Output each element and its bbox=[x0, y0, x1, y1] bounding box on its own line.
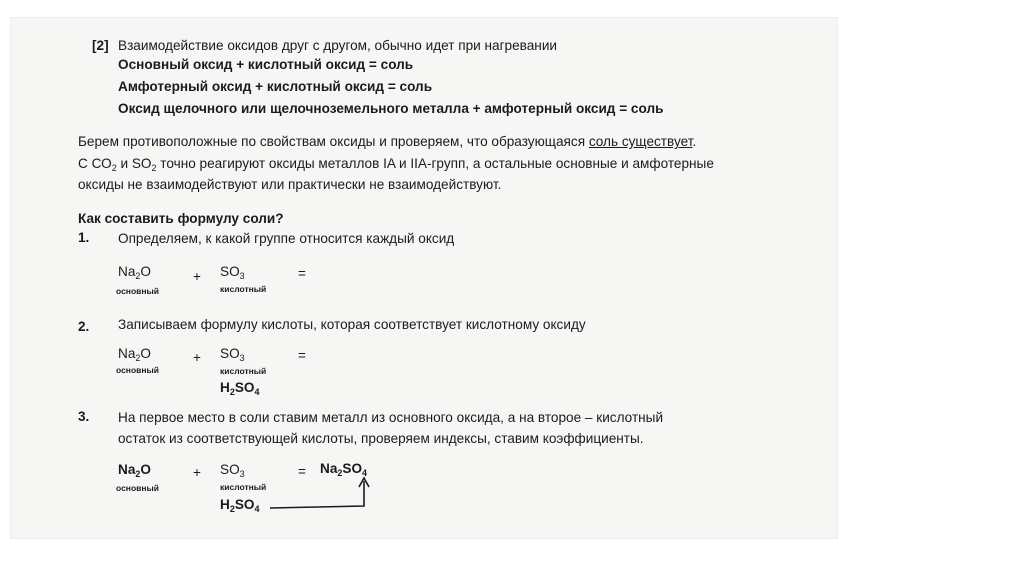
formula2-plus: + bbox=[193, 350, 201, 365]
rule-3: Оксид щелочного или щелочноземельного металла + амфотерный оксид = соль bbox=[118, 101, 664, 116]
formula1-equals: = bbox=[298, 266, 306, 281]
formula1-oxide-basic: $Na_2O$ bbox=[118, 264, 151, 281]
formula3-tag-acidic: кислотный bbox=[220, 482, 267, 492]
formula3-tag-basic: основный bbox=[116, 483, 159, 493]
formula3-oxide-basic: $Na_2O$ bbox=[118, 462, 151, 479]
howto-title: Как составить формулу соли? bbox=[78, 211, 284, 226]
step-1-number: 1. bbox=[78, 230, 90, 245]
step-3-line-2: остаток из соответствующей кислоты, проверяем индексы, ставим коэффициенты. bbox=[118, 431, 644, 446]
formula1-oxide-acidic: $SO_3$ bbox=[220, 264, 245, 281]
formula2-tag-basic: основный bbox=[116, 365, 159, 375]
step-2-text: Записываем формулу кислоты, которая соответствует кислотному оксиду bbox=[118, 317, 586, 332]
rule-1: Основный оксид + кислотный оксид = соль bbox=[118, 57, 414, 72]
section-heading: Взаимодействие оксидов друг с другом, обычно идет при нагревании bbox=[118, 38, 558, 53]
formula2-oxide-acidic: $SO_3$ bbox=[220, 346, 245, 363]
underlined-phrase: соль существует bbox=[588, 134, 693, 149]
formula1-tag-basic: основный bbox=[116, 286, 159, 296]
formula2-equals: = bbox=[298, 348, 306, 363]
section-number: [2] bbox=[92, 38, 109, 53]
step-2-number: 2. bbox=[78, 319, 90, 334]
formula3-salt: $Na_2SO_4$ bbox=[320, 461, 368, 478]
formula1-plus: + bbox=[193, 269, 201, 284]
formula3-acid: $H_2SO_4$ bbox=[220, 497, 260, 514]
formula2-oxide-basic: $Na_2O$ bbox=[118, 346, 151, 363]
paragraph-line-1: Берем противоположные по свойствам оксиды и проверяем, что образующаяся соль существует. bbox=[78, 134, 697, 149]
formula3-oxide-acidic: $SO_3$ bbox=[220, 462, 245, 479]
paragraph-line-3: оксиды не взаимодействуют или практически не взаимодействуют. bbox=[78, 177, 502, 192]
paragraph-line-2: С $СО_2$ и $SO_2$ точно реагируют оксиды металлов IA и IIA-групп, а остальные основные и амфотерные bbox=[78, 156, 714, 173]
formula2-acid: $H_2SO_4$ bbox=[220, 380, 260, 397]
formula2-tag-acidic: кислотный bbox=[220, 366, 267, 376]
formula1-tag-acidic: кислотный bbox=[220, 284, 267, 294]
document-page bbox=[10, 17, 838, 539]
formula3-plus: + bbox=[193, 465, 201, 480]
residue-arrow-icon bbox=[250, 475, 370, 515]
step-3-number: 3. bbox=[78, 409, 90, 424]
step-3-line-1: На первое место в соли ставим металл из основного оксида, а на второе – кислотный bbox=[118, 410, 664, 425]
step-1-text: Определяем, к какой группе относится каждый оксид bbox=[118, 231, 455, 246]
formula3-equals: = bbox=[298, 464, 306, 479]
rule-2: Амфотерный оксид + кислотный оксид = соль bbox=[118, 79, 433, 94]
